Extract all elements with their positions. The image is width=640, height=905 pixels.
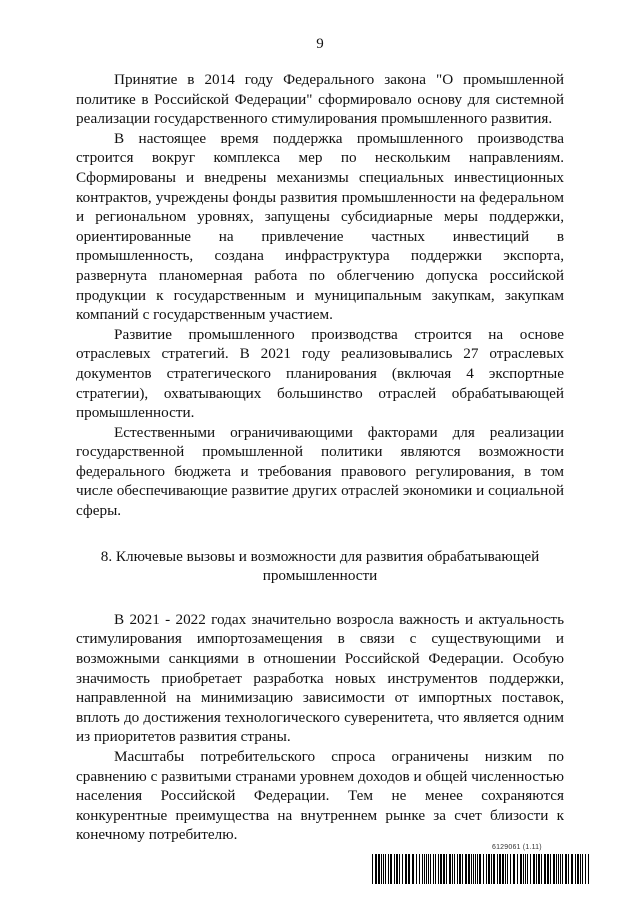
paragraph: Масштабы потребительского спроса ограничены низким по сравнению с развитыми странами уровнем доходов и общей численностью населения Российской Федерации. Тем не менее сохраняются конкурентные преимущества на внутреннем рынке за счет близости к конечному потребителю. <box>76 748 564 844</box>
section-heading <box>76 547 564 586</box>
barcode-icon <box>372 854 592 884</box>
paragraph: Принятие в 2014 году Федерального закона "О промышленной политике в Российской Федерации" сформировало основу для системной реализации государственного стимулирования промышленного развития. <box>76 71 564 128</box>
paragraph: В настоящее время поддержка промышленного производства строится вокруг комплекса мер по нескольким направлениям. Сформированы и внедрены механизмы специальных инвестиционных контрактов, учреждены фонды развития промышленности на федеральном и региональном уровнях, запущены субсидиарные меры поддержки, ориентированные на привлечение частных инвестиций в промышленность, создана инфраструктура поддержки экспорта, развернута планомерная работа по облегчению допуска российской продукции к государственным и муниципальным закупкам, закупкам компаний с государственным участием. <box>76 129 564 324</box>
page-number: 9 <box>316 36 324 52</box>
document-body <box>76 70 564 845</box>
section-heading-line2: промышленности <box>262 567 378 585</box>
document-code: 6129061 (1.11) <box>492 844 542 851</box>
document-footer <box>372 844 592 884</box>
paragraph: Естественными ограничивающими факторами для реализации государственной промышленной политики являются возможности федерального бюджета и требования правового регулирования, в том числе обеспечивающие развитие других отраслей экономики и социальной сферы. <box>76 423 564 520</box>
section-heading-line1: 8. Ключевые вызовы и возможности для развития обрабатывающей <box>100 547 540 565</box>
paragraph: Развитие промышленного производства строится на основе отраслевых стратегий. В 2021 году реализовывались 27 отраслевых документов стратегического планирования (включая 4 экспортные стратегии), охватывающих большинство отраслей обрабатывающей промышленности. <box>76 325 564 422</box>
paragraph: В 2021 - 2022 годах значительно возросла важность и актуальность стимулирования импортозамещения в связи с существующими и возможными санкциями в отношении Российской Федерации. Особую значимость приобретает разработка новых инструментов поддержки, направленной на минимизацию зависимости от импортных поставок, вплоть до достижения технологического суверенитета, что является одним из приоритетов развития страны. <box>76 610 564 746</box>
